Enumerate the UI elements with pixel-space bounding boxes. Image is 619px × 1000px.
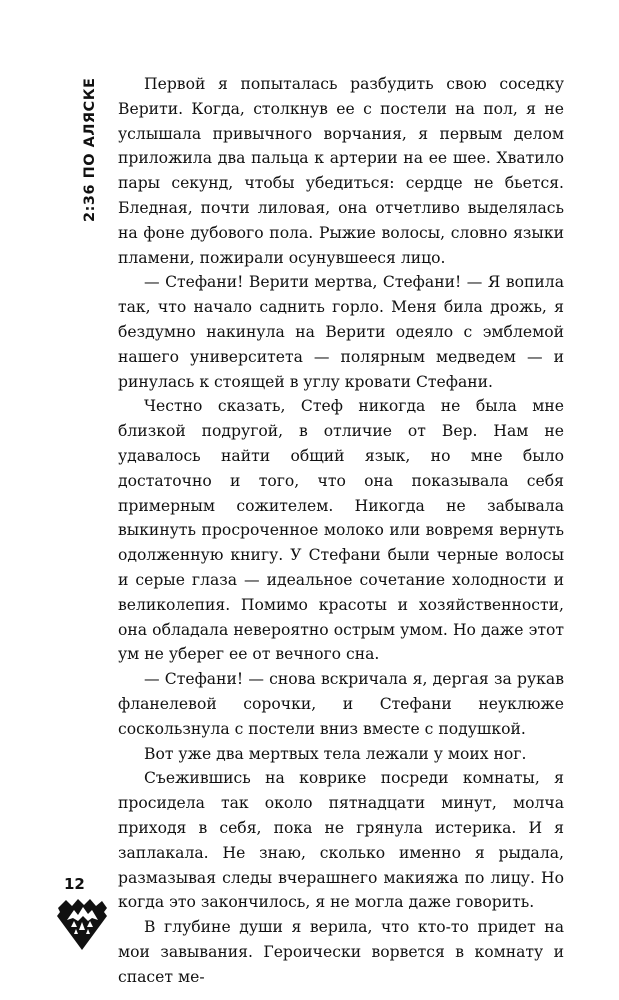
page-number: 12 — [64, 875, 85, 893]
running-head — [76, 72, 104, 222]
paragraph: — Стефани! — снова вскричала я, дергая за рукав фланелевой сорочки, и Стефани неуклюже соскользнула с постели вниз вместе с подушкой. — [118, 670, 564, 738]
publisher-mountain-logo-icon — [54, 896, 110, 952]
paragraph: Съежившись на коврике посреди комнаты, я просидела так около пятнадцати минут, молча приходя в себя, пока не грянула истерика. И я заплакала. Не знаю, сколько именно я рыдала, размазывая следы вчерашнего макияжа по лицу. Но когда это закончилось, я не могла даже говорить. — [118, 769, 564, 912]
paragraph: Первой я попыталась разбудить свою соседку Верити. Когда, столкнув ее с постели на пол, я не услышала привычного ворчания, я первым делом приложила два пальца к артерии на ее шее. Хватило пары секунд, чтобы убедиться: сердце не бьется. Бледная, почти лиловая, она отчетливо выделялась на фоне дубового пола. Рыжие волосы, словно языки пламени, пожирали осунувшееся лицо. — [118, 75, 564, 267]
paragraph: В глубине души я верила, что кто-то придет на мои завывания. Героически ворвется в комнату и спасет ме- — [118, 918, 564, 986]
paragraph: Вот уже два мертвых тела лежали у моих ног. — [144, 744, 527, 763]
paragraph: — Стефани! Верити мертва, Стефани! — Я вопила так, что начало саднить горло. Меня била дрожь, я бездумно накинула на Верити одеяло с эмблемой нашего университета — полярным медведем — и ринулась к стоящей в углу кровати Стефани. — [118, 273, 564, 391]
running-head-text: 2:36 ПО АЛЯСКЕ — [82, 77, 98, 222]
body-text — [118, 72, 564, 989]
paragraph: Честно сказать, Стеф никогда не была мне близкой подругой, в отличие от Вер. Нам не удавалось найти общий язык, но мне было достаточно и того, что она показывала себя примерным сожителем. Никогда не забывала выкинуть просроченное молоко или вовремя вернуть одолженную книгу. У Стефани были черные волосы и серые глаза — идеальное сочетание холодности и великолепия. Помимо красоты и хозяйственности, она обладала невероятно острым умом. Но даже этот ум не уберег ее от вечного сна. — [118, 397, 564, 664]
